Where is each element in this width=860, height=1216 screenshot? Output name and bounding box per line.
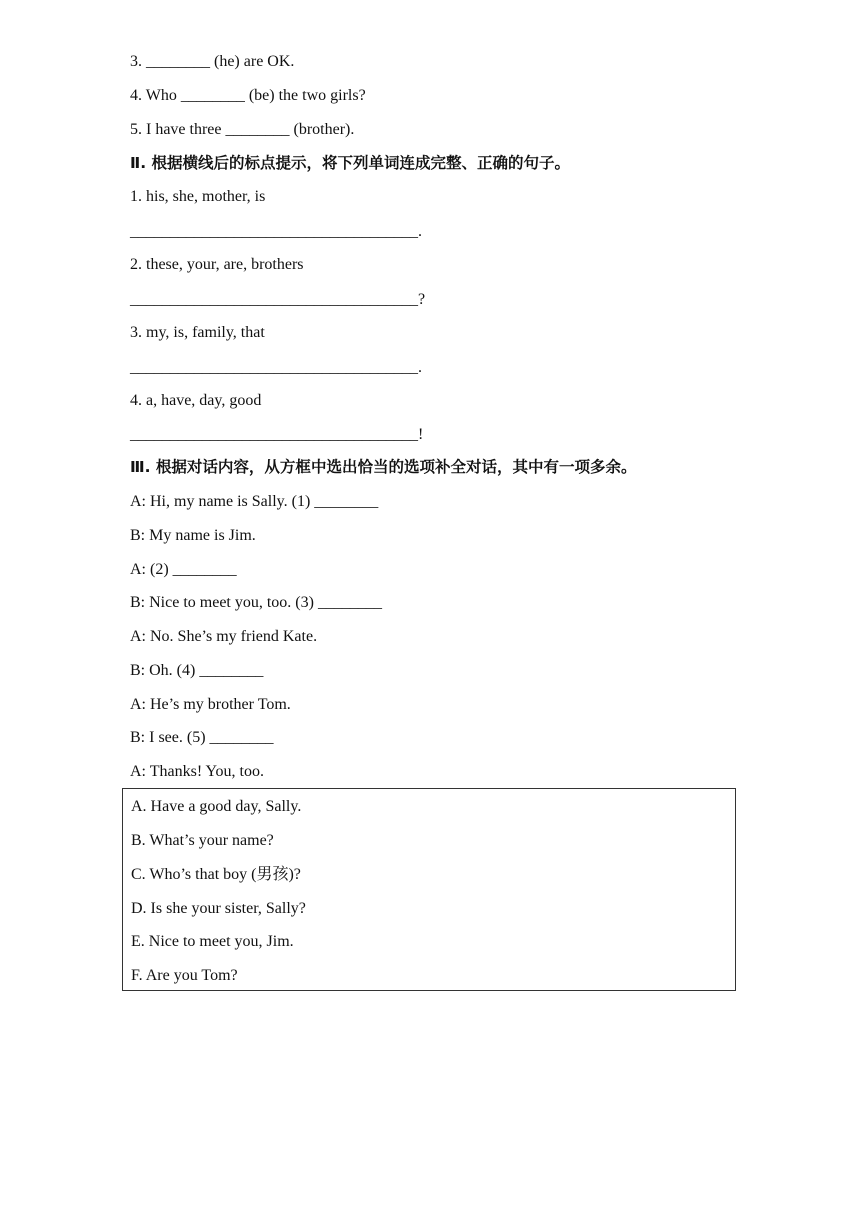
- section-3-heading: Ⅲ. 根据对话内容，从方框中选出恰当的选项补全对话，其中有一项多余。: [130, 458, 637, 476]
- reorder-answer-line-2: ____________________________________?: [130, 291, 426, 308]
- reorder-prompt-1: 1. his, she, mother, is: [130, 188, 266, 205]
- option-d: D. Is she your sister, Sally?: [131, 900, 306, 917]
- exercise-item-5: 5. I have three ________ (brother).: [130, 121, 355, 138]
- reorder-answer-line-4: ____________________________________!: [130, 426, 424, 443]
- dialogue-line: B: Oh. (4) ________: [130, 662, 264, 679]
- dialogue-line: A: Hi, my name is Sally. (1) ________: [130, 493, 379, 510]
- reorder-answer-line-3: ____________________________________.: [130, 359, 422, 376]
- dialogue-line: A: (2) ________: [130, 561, 237, 578]
- option-f: F. Are you Tom?: [131, 967, 238, 984]
- dialogue-line: A: Thanks! You, too.: [130, 763, 264, 780]
- dialogue-line: A: No. She’s my friend Kate.: [130, 628, 318, 645]
- dialogue-line: B: My name is Jim.: [130, 527, 256, 544]
- reorder-prompt-3: 3. my, is, family, that: [130, 324, 265, 341]
- exercise-item-3: 3. ________ (he) are OK.: [130, 53, 295, 70]
- dialogue-line: B: I see. (5) ________: [130, 729, 274, 746]
- option-b: B. What’s your name?: [131, 832, 274, 849]
- option-e: E. Nice to meet you, Jim.: [131, 933, 294, 950]
- dialogue-line: B: Nice to meet you, too. (3) ________: [130, 594, 382, 611]
- option-a: A. Have a good day, Sally.: [131, 798, 302, 815]
- reorder-prompt-4: 4. a, have, day, good: [130, 392, 262, 409]
- reorder-prompt-2: 2. these, your, are, brothers: [130, 256, 304, 273]
- reorder-answer-line-1: ____________________________________.: [130, 223, 422, 240]
- dialogue-line: A: He’s my brother Tom.: [130, 696, 291, 713]
- option-c: C. Who’s that boy (男孩)?: [131, 866, 301, 883]
- exercise-item-4: 4. Who ________ (be) the two girls?: [130, 87, 366, 104]
- section-2-heading: Ⅱ. 根据横线后的标点提示，将下列单词连成完整、正确的句子。: [130, 154, 570, 172]
- options-box: [122, 788, 736, 991]
